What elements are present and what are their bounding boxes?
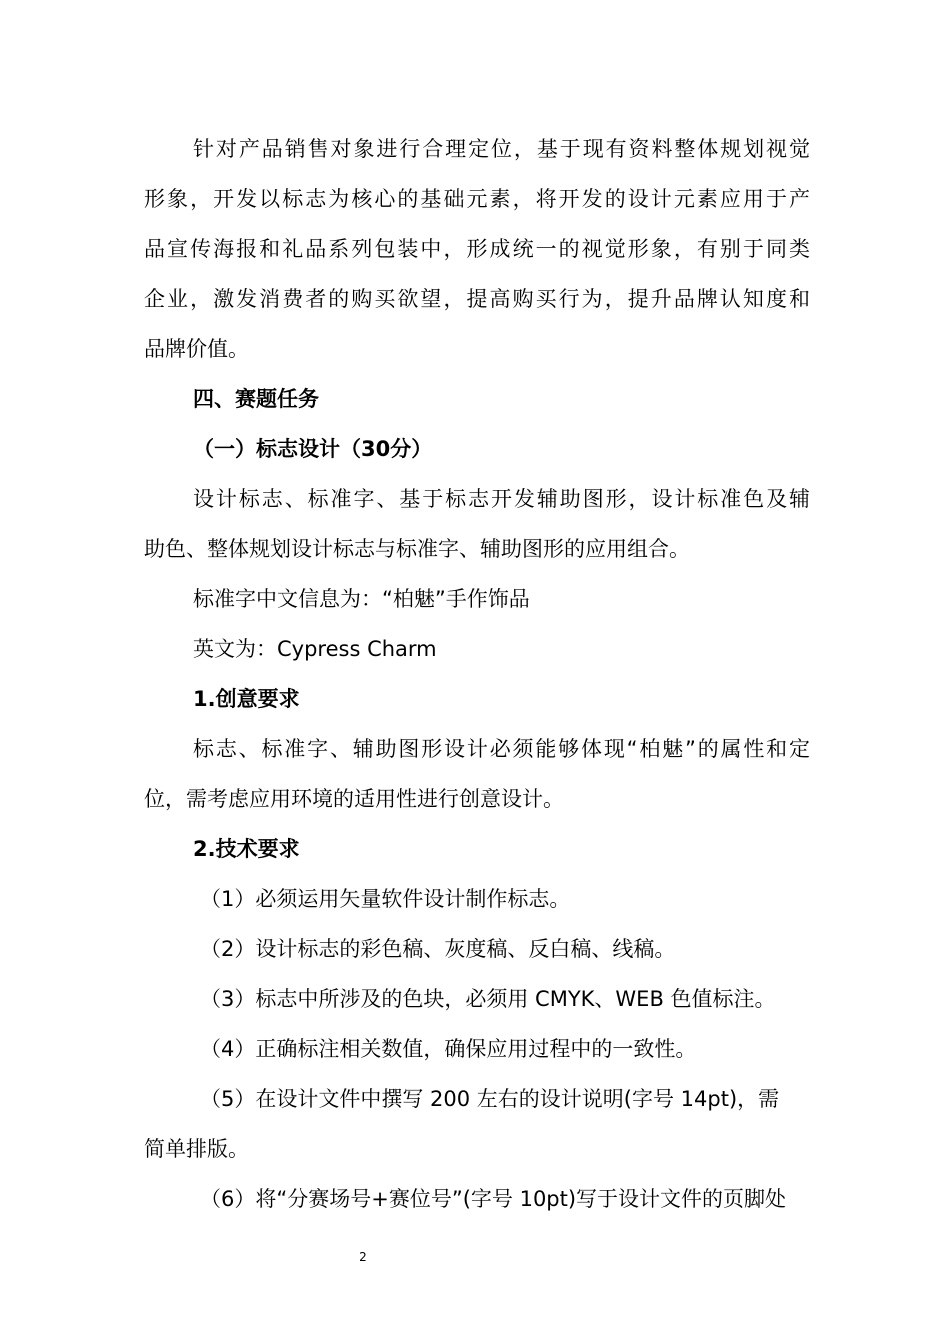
intro-line-4: 企业，激发消费者的购买欲望，提高购买行为，提升品牌认知度和 [144, 287, 810, 311]
section-heading: 四、赛题任务 [193, 387, 319, 411]
intro-line-3: 品宣传海报和礼品系列包装中，形成统一的视觉形象，有别于同类 [144, 237, 810, 261]
creative-heading: 1.创意要求 [193, 687, 300, 711]
technical-item-4: （4）正确标注相关数值，确保应用过程中的一致性。 [200, 1037, 697, 1061]
intro-line-5: 品牌价值。 [144, 337, 249, 361]
page-number: 2 [359, 1250, 367, 1264]
intro-line-2: 形象，开发以标志为核心的基础元素，将开发的设计元素应用于产 [144, 187, 810, 211]
technical-item-5-line-1: （5）在设计文件中撰写 200 左右的设计说明(字号 14pt)，需 [200, 1087, 780, 1111]
english-info: 英文为：Cypress Charm [193, 637, 437, 661]
subsection-heading: （一）标志设计（30分） [193, 437, 433, 461]
technical-item-5-line-2: 简单排版。 [144, 1137, 249, 1161]
chinese-info: 标准字中文信息为：“柏魅”手作饰品 [193, 587, 530, 611]
logo-desc-line-2: 助色、整体规划设计标志与标准字、辅助图形的应用组合。 [144, 537, 690, 561]
intro-line-1: 针对产品销售对象进行合理定位，基于现有资料整体规划视觉 [193, 137, 810, 161]
technical-item-1: （1）必须运用矢量软件设计制作标志。 [200, 887, 571, 911]
creative-line-2: 位，需考虑应用环境的适用性进行创意设计。 [144, 787, 564, 811]
technical-item-3: （3）标志中所涉及的色块，必须用 CMYK、WEB 色值标注。 [200, 987, 776, 1011]
creative-line-1: 标志、标准字、辅助图形设计必须能够体现“柏魅”的属性和定 [193, 737, 810, 761]
logo-desc-line-1: 设计标志、标准字、基于标志开发辅助图形，设计标准色及辅 [193, 487, 810, 511]
technical-heading: 2.技术要求 [193, 837, 300, 861]
technical-item-2: （2）设计标志的彩色稿、灰度稿、反白稿、线稿。 [200, 937, 676, 961]
technical-item-6: （6）将“分赛场号+赛位号”(字号 10pt)写于设计文件的页脚处 [200, 1187, 787, 1211]
